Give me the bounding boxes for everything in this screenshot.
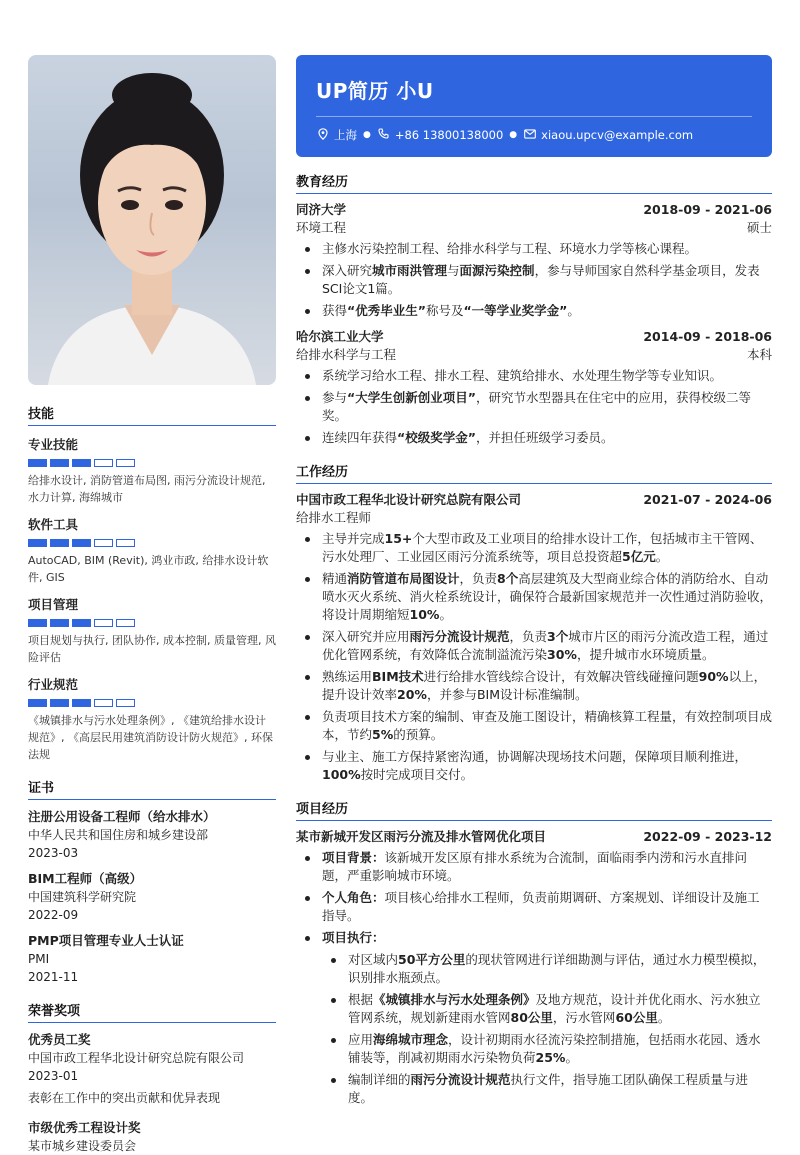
level-dot-empty bbox=[94, 539, 113, 547]
school-name: 哈尔滨工业大学 bbox=[296, 329, 384, 344]
cert-item bbox=[28, 870, 276, 924]
level-dot-filled bbox=[72, 459, 91, 467]
project-name: 某市新城开发区雨污分流及排水管网优化项目 bbox=[296, 829, 547, 844]
cert-issuer: 中国建筑科学研究院 bbox=[28, 890, 137, 904]
phone-icon bbox=[377, 128, 391, 142]
header-divider bbox=[316, 116, 752, 117]
skill-name: 软件工具 bbox=[28, 517, 79, 532]
level-dot-filled bbox=[72, 539, 91, 547]
date-range: 2022-09 - 2023-12 bbox=[643, 829, 772, 844]
major: 环境工程 bbox=[296, 220, 347, 235]
cert-date: 2023-03 bbox=[28, 846, 79, 860]
contact-line bbox=[316, 127, 752, 143]
education-section bbox=[296, 171, 772, 447]
profile-photo bbox=[28, 55, 276, 385]
level-dot-empty bbox=[94, 699, 113, 707]
skill-level-bar bbox=[28, 539, 276, 547]
work-section-title: 工作经历 bbox=[296, 461, 772, 484]
sub-bullet-list bbox=[296, 951, 772, 1107]
cert-name: 注册公用设备工程师（给水排水） bbox=[28, 809, 216, 824]
level-dot-filled bbox=[28, 459, 47, 467]
work-section bbox=[296, 461, 772, 784]
school-name: 同济大学 bbox=[296, 202, 347, 217]
skill-item bbox=[28, 675, 276, 763]
education-entry bbox=[296, 201, 772, 320]
job-title: 给排水工程师 bbox=[296, 510, 372, 525]
skill-description: 项目规划与执行, 团队协作, 成本控制, 质量管理, 风险评估 bbox=[28, 634, 276, 664]
bullet-item: 深入研究城市雨洪管理与面源污染控制，参与导师国家自然科学基金项目，发表SCI论文1篇。 bbox=[296, 262, 772, 298]
resume-header bbox=[296, 55, 772, 157]
cert-name: PMP项目管理专业人士认证 bbox=[28, 933, 184, 948]
award-item bbox=[28, 1119, 276, 1155]
bullet-item: 精通消防管道布局图设计，负责8个高层建筑及大型商业综合体的消防给水、自动喷水灭火系统、消火栓系统设计，确保符合最新国家规范并一次性通过消防验收，将设计周期缩短10%。 bbox=[296, 570, 772, 624]
skill-description: 给排水设计, 消防管道布局图, 雨污分流设计规范, 水力计算, 海绵城市 bbox=[28, 474, 266, 504]
bullet-item: 获得“优秀毕业生”称号及“一等学业奖学金”。 bbox=[296, 302, 772, 320]
candidate-name: UP简历 小U bbox=[316, 79, 434, 103]
level-dot-filled bbox=[28, 619, 47, 627]
skill-name: 行业规范 bbox=[28, 677, 79, 692]
bullet-item: 与业主、施工方保持紧密沟通，协调解决现场技术问题，保障项目顺利推进，100%按时完成项目交付。 bbox=[296, 748, 772, 784]
date-range: 2014-09 - 2018-06 bbox=[643, 329, 772, 344]
level-dot-empty bbox=[116, 539, 135, 547]
projects-section bbox=[296, 798, 772, 1107]
date-range: 2018-09 - 2021-06 bbox=[643, 202, 772, 217]
cert-date: 2021-11 bbox=[28, 970, 79, 984]
level-dot-filled bbox=[50, 539, 69, 547]
bullet-item: 对区域内50平方公里的现状管网进行详细勘测与评估，通过水力模型模拟，识别排水瓶颈点。 bbox=[296, 951, 772, 987]
major: 给排水科学与工程 bbox=[296, 347, 397, 362]
right-column bbox=[296, 55, 772, 1111]
email-text[interactable]: xiaou.upcv@example.com bbox=[541, 128, 694, 142]
degree: 硕士 bbox=[746, 220, 772, 235]
skills-section-title: 技能 bbox=[28, 403, 276, 426]
bullet-list bbox=[296, 849, 772, 947]
work-entry bbox=[296, 491, 772, 784]
award-item bbox=[28, 1031, 276, 1107]
separator-dot: ● bbox=[509, 130, 518, 140]
degree: 本科 bbox=[746, 347, 772, 362]
level-dot-filled bbox=[28, 699, 47, 707]
award-date: 2023-01 bbox=[28, 1069, 79, 1083]
skill-name: 专业技能 bbox=[28, 437, 79, 452]
cert-date: 2022-09 bbox=[28, 908, 79, 922]
bullet-item: 深入研究并应用雨污分流设计规范，负责3个城市片区的雨污分流改造工程，通过优化管网系统，有效降低合流制溢流污染30%，提升城市水环境质量。 bbox=[296, 628, 772, 664]
bullet-item: 项目背景：该新城开发区原有排水系统为合流制，面临雨季内涝和污水直排问题，严重影响城市环境。 bbox=[296, 849, 772, 885]
location-text: 上海 bbox=[334, 128, 357, 142]
email-icon bbox=[523, 129, 537, 142]
education-entry bbox=[296, 328, 772, 447]
phone-text[interactable]: +86 13800138000 bbox=[394, 128, 504, 142]
bullet-item: 主修水污染控制工程、给排水科学与工程、环境水力学等核心课程。 bbox=[296, 240, 772, 258]
level-dot-empty bbox=[116, 459, 135, 467]
cert-item bbox=[28, 932, 276, 986]
bullet-list bbox=[296, 530, 772, 784]
bullet-list bbox=[296, 240, 772, 320]
certs-section-title: 证书 bbox=[28, 777, 276, 800]
date-range: 2021-07 - 2024-06 bbox=[643, 492, 772, 507]
bullet-item: 参与“大学生创新创业项目”，研究节水型器具在住宅中的应用，获得校级二等奖。 bbox=[296, 389, 772, 425]
skill-item bbox=[28, 515, 276, 586]
skill-level-bar bbox=[28, 619, 276, 627]
education-section-title: 教育经历 bbox=[296, 171, 772, 194]
bullet-item: 熟练运用BIM技术进行给排水管线综合设计，有效解决管线碰撞问题90%以上，提升设计效率20%，并参与BIM设计标准编制。 bbox=[296, 668, 772, 704]
level-dot-filled bbox=[50, 459, 69, 467]
level-dot-filled bbox=[50, 619, 69, 627]
level-dot-empty bbox=[94, 459, 113, 467]
skill-level-bar bbox=[28, 699, 276, 707]
bullet-list bbox=[296, 367, 772, 447]
location-pin-icon bbox=[316, 128, 330, 143]
cert-issuer: 中华人民共和国住房和城乡建设部 bbox=[28, 828, 209, 842]
skill-level-bar bbox=[28, 459, 276, 467]
bullet-item: 项目执行： bbox=[296, 929, 772, 947]
projects-section-title: 项目经历 bbox=[296, 798, 772, 821]
awards-section-title: 荣誉奖项 bbox=[28, 1000, 276, 1023]
company-name: 中国市政工程华北设计研究总院有限公司 bbox=[296, 492, 522, 507]
bullet-item: 应用海绵城市理念，设计初期雨水径流污染控制措施，包括雨水花园、透水铺装等，削减初期雨水污染物负荷25%。 bbox=[296, 1031, 772, 1067]
skill-description: 《城镇排水与污水处理条例》, 《建筑给排水设计规范》, 《高层民用建筑消防设计防火规范》, 环保法规 bbox=[28, 714, 273, 761]
bullet-item: 连续四年获得“校级奖学金”，并担任班级学习委员。 bbox=[296, 429, 772, 447]
level-dot-empty bbox=[116, 619, 135, 627]
award-name: 市级优秀工程设计奖 bbox=[28, 1120, 141, 1135]
bullet-item: 根据《城镇排水与污水处理条例》及地方规范，设计并优化雨水、污水独立管网系统，规划新建雨水管网80公里，污水管网60公里。 bbox=[296, 991, 772, 1027]
level-dot-filled bbox=[72, 699, 91, 707]
project-entry bbox=[296, 828, 772, 1107]
cert-name: BIM工程师（高级） bbox=[28, 871, 143, 886]
award-name: 优秀员工奖 bbox=[28, 1032, 91, 1047]
bullet-item: 编制详细的雨污分流设计规范执行文件，指导施工团队确保工程质量与进度。 bbox=[296, 1071, 772, 1107]
level-dot-empty bbox=[94, 619, 113, 627]
award-issuer: 某市城乡建设委员会 bbox=[28, 1139, 137, 1153]
separator-dot: ● bbox=[363, 130, 371, 140]
skill-name: 项目管理 bbox=[28, 597, 79, 612]
award-issuer: 中国市政工程华北设计研究总院有限公司 bbox=[28, 1051, 245, 1065]
bullet-item: 主导并完成15+个大型市政及工业项目的给排水设计工作，包括城市主干管网、污水处理厂、工业园区雨污分流系统等，项目总投资超5亿元。 bbox=[296, 530, 772, 566]
level-dot-filled bbox=[72, 619, 91, 627]
cert-item bbox=[28, 808, 276, 862]
skill-description: AutoCAD, BIM (Revit), 鸿业市政, 给排水设计软件, GIS bbox=[28, 554, 269, 584]
level-dot-filled bbox=[50, 699, 69, 707]
bullet-item: 系统学习给水工程、排水工程、建筑给排水、水处理生物学等专业知识。 bbox=[296, 367, 772, 385]
award-description: 表彰在工作中的突出贡献和优异表现 bbox=[28, 1091, 221, 1105]
level-dot-empty bbox=[116, 699, 135, 707]
cert-issuer: PMI bbox=[28, 952, 50, 966]
left-column bbox=[28, 55, 276, 1155]
bullet-item: 负责项目技术方案的编制、审查及施工图设计，精确核算工程量，有效控制项目成本，节约5%的预算。 bbox=[296, 708, 772, 744]
level-dot-filled bbox=[28, 539, 47, 547]
skill-item bbox=[28, 435, 276, 506]
skill-item bbox=[28, 595, 276, 666]
bullet-item: 个人角色：项目核心给排水工程师，负责前期调研、方案规划、详细设计及施工指导。 bbox=[296, 889, 772, 925]
